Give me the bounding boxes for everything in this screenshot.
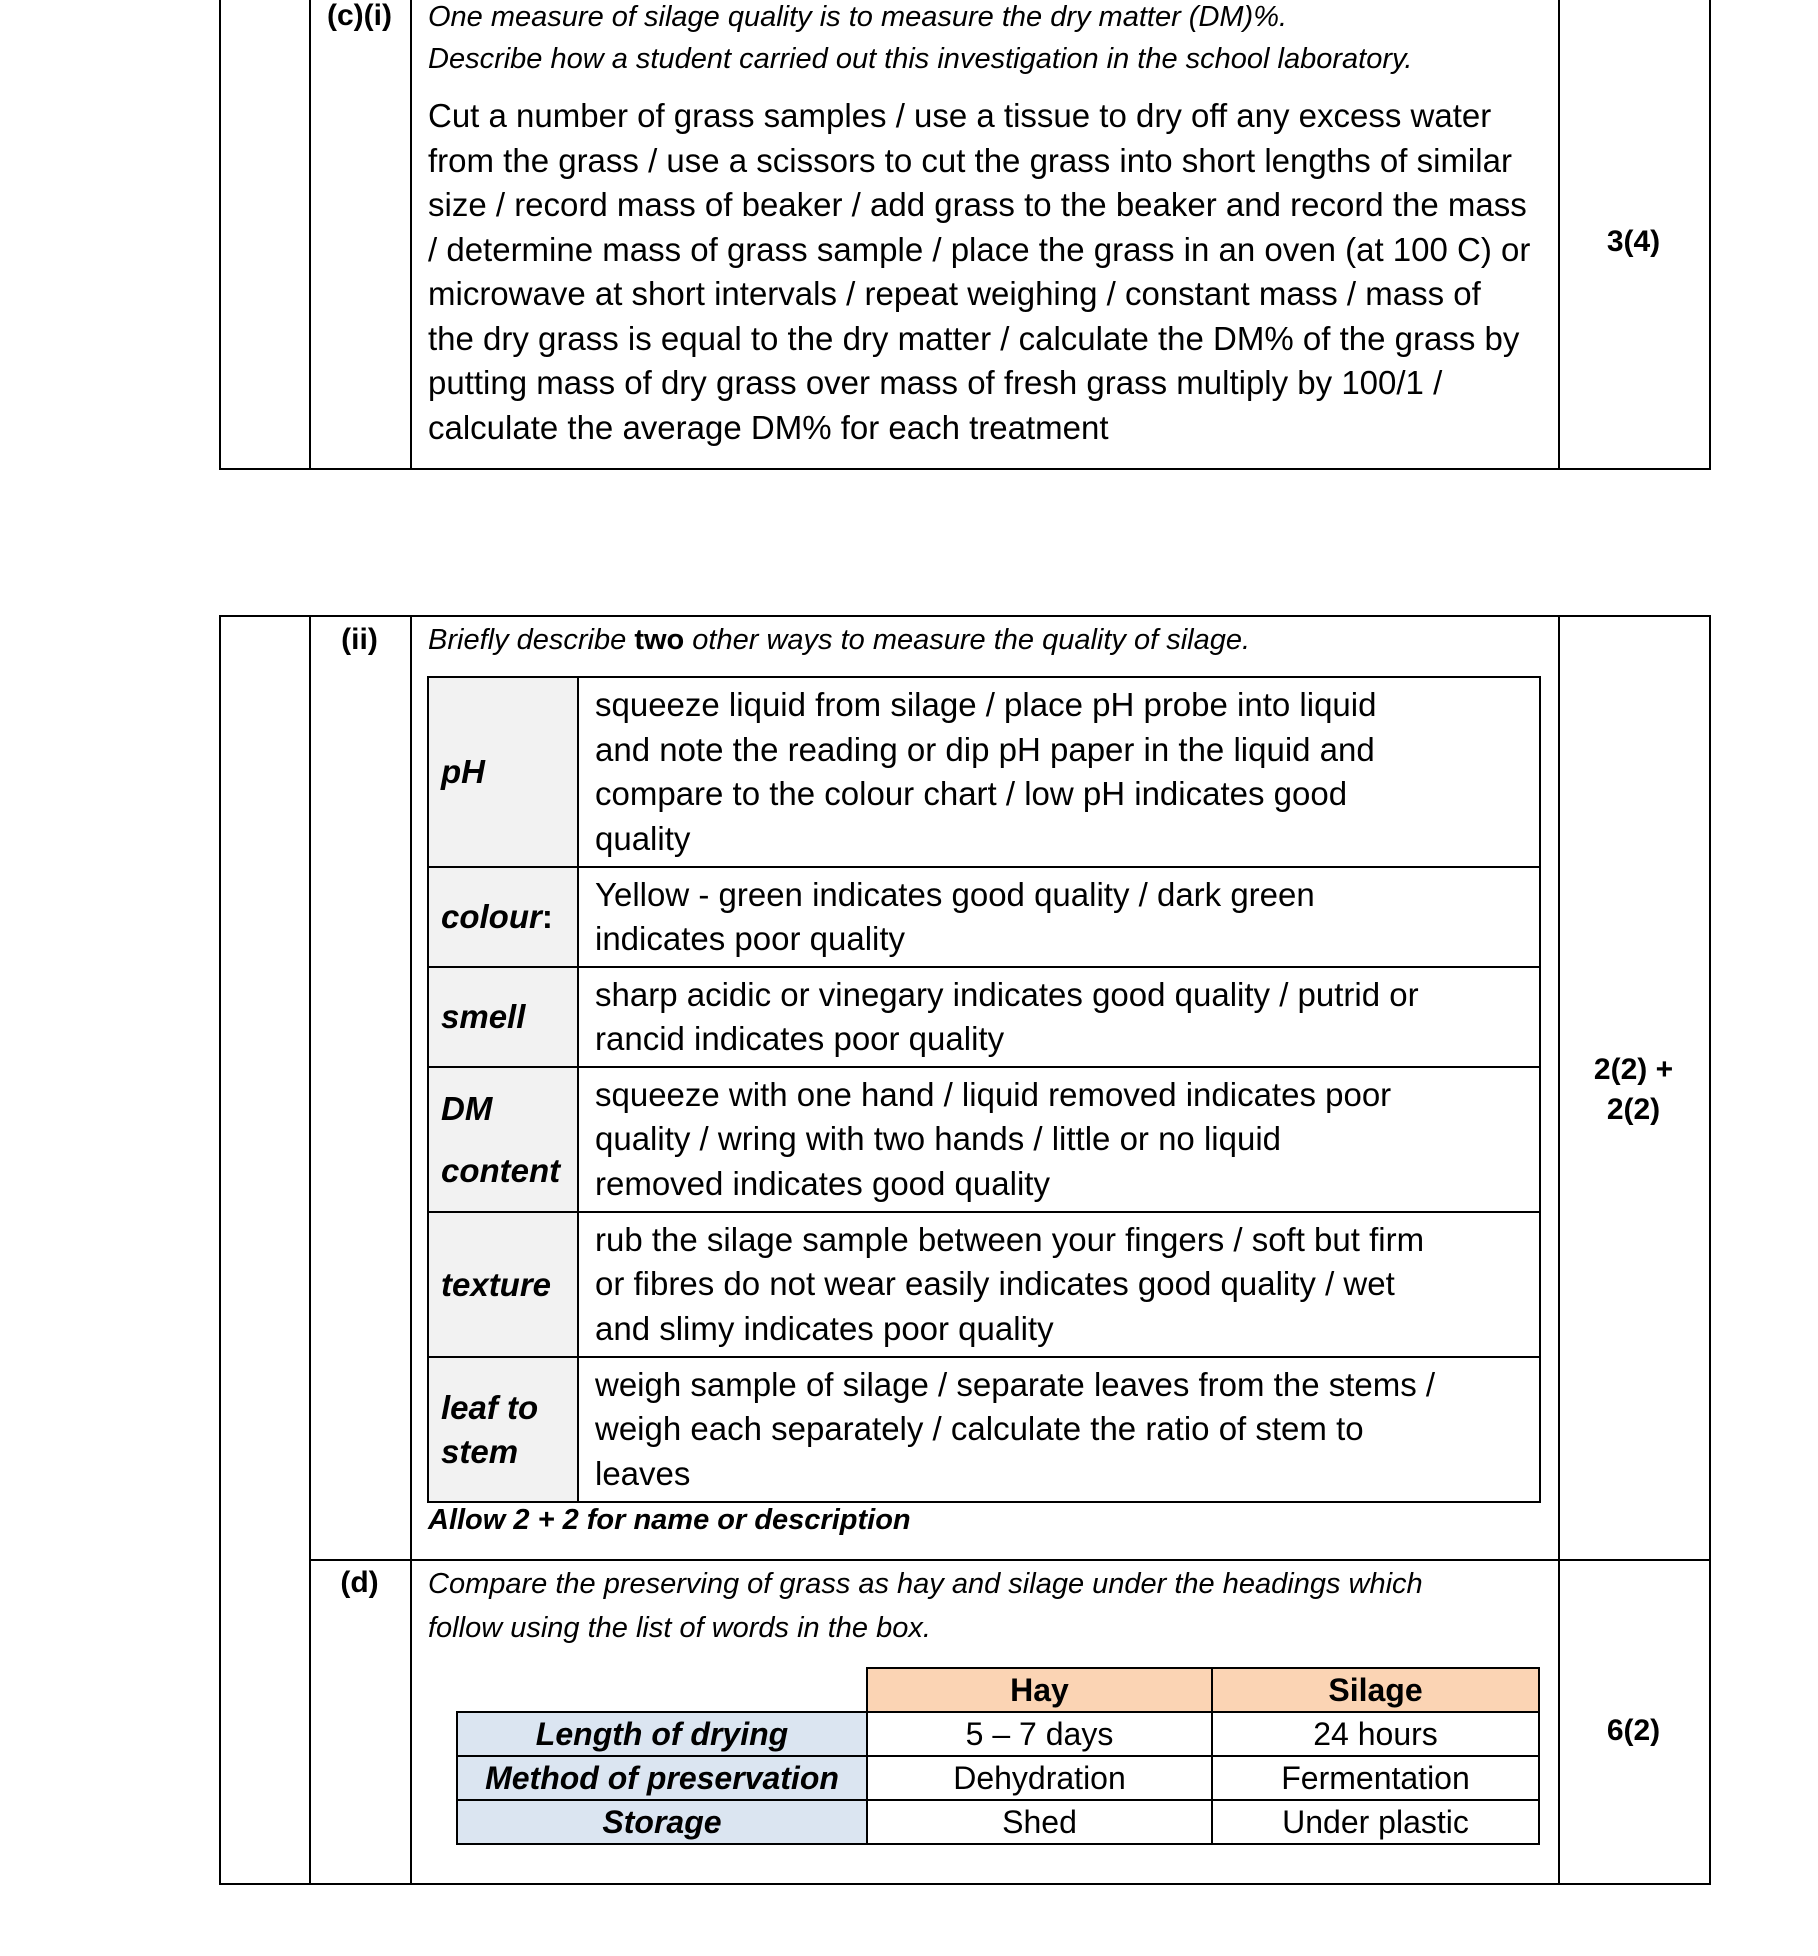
answer-line: Cut a number of grass samples / use a tissue to dry off any excess water: [428, 97, 1492, 134]
answer-line: microwave at short intervals / repeat weighing / constant mass / mass of: [428, 275, 1481, 312]
table-row: [428, 967, 1540, 1067]
table-row: [428, 1212, 1540, 1357]
column-divider: [410, 0, 412, 468]
table-cell: Shed: [867, 1800, 1212, 1844]
column-divider: [309, 0, 311, 468]
question-line: Describe how a student carried out this investigation in the school laboratory.: [428, 43, 1413, 75]
column-header-hay: Hay: [867, 1668, 1212, 1712]
answer-line: calculate the average DM% for each treatment: [428, 408, 1109, 446]
question-emphasis: two: [634, 624, 685, 656]
question-line: One measure of silage quality is to measure the dry matter (DM)%.: [428, 1, 1288, 33]
criterion-description: sharp acidic or vinegary indicates good quality / putrid or rancid indicates poor quality: [578, 967, 1540, 1067]
table-cell: 5 – 7 days: [867, 1712, 1212, 1756]
criterion-description: rub the silage sample between your fingers / soft but firm or fibres do not wear easily indicates good quality / wet and slimy indicates poor quality: [578, 1212, 1540, 1357]
criterion-label: colour:: [428, 867, 578, 967]
part-label-ii: (ii): [341, 623, 378, 656]
table-cell: Under plastic: [1212, 1800, 1539, 1844]
row-label: Length of drying: [457, 1712, 867, 1756]
table-row: [428, 1357, 1540, 1502]
table-row: [428, 677, 1540, 867]
table-cell: 24 hours: [1212, 1712, 1539, 1756]
criterion-label: pH: [428, 677, 578, 867]
answer-line: size / record mass of beaker / add grass to the beaker and record the mass: [428, 186, 1527, 223]
answer-line: from the grass / use a scissors to cut the grass into short lengths of similar: [428, 141, 1512, 179]
question-line: follow using the list of words in the box.: [428, 1612, 931, 1644]
row-divider: [309, 1559, 1709, 1561]
criterion-label: texture: [428, 1212, 578, 1357]
table-cell: Dehydration: [867, 1756, 1212, 1800]
table-row: [428, 1067, 1540, 1212]
row-label: Method of preservation: [457, 1756, 867, 1800]
answer-line: putting mass of dry grass over mass of fresh grass multiply by 100/1 /: [428, 364, 1443, 401]
answer-c-i: [428, 94, 1558, 450]
criterion-description: squeeze with one hand / liquid removed indicates poor quality / wring with two hands / little or no liquid removed indicates good quality: [578, 1067, 1540, 1212]
table-header-row: [457, 1668, 1539, 1712]
answer-line: the dry grass is equal to the dry matter / calculate the DM% of the grass by: [428, 319, 1520, 357]
column-divider: [1558, 617, 1560, 1883]
column-divider: [410, 617, 412, 1883]
criterion-description: Yellow - green indicates good quality / dark green indicates poor quality: [578, 867, 1540, 967]
question-ii: Briefly describe two other ways to measure the quality of silage.: [428, 624, 1251, 656]
marks-d: 6(2): [1606, 1714, 1661, 1747]
allow-note: Allow 2 + 2 for name or description: [428, 1504, 911, 1536]
marks-ii: 2(2) + 2(2): [1593, 1053, 1674, 1126]
table-row: [457, 1756, 1539, 1800]
table-row: [457, 1800, 1539, 1844]
column-header-silage: Silage: [1212, 1668, 1539, 1712]
criterion-description: weigh sample of silage / separate leaves from the stems / weigh each separately / calculate the ratio of stem to leaves: [578, 1357, 1540, 1502]
part-label-c-i: (c)(i): [327, 0, 392, 32]
marks-c-i: 3(4): [1606, 225, 1661, 258]
answer-line: / determine mass of grass sample / place the grass in an oven (at 100 C) or: [428, 230, 1531, 268]
criterion-label: DM content: [428, 1067, 578, 1212]
table-row: [428, 867, 1540, 967]
table-row: [457, 1712, 1539, 1756]
criterion-description: squeeze liquid from silage / place pH probe into liquid and note the reading or dip pH paper in the liquid and compare to the colour chart / low pH indicates good quality: [578, 677, 1540, 867]
criterion-label: leaf to stem: [428, 1357, 578, 1502]
hay-silage-comparison-table: [456, 1667, 1540, 1845]
row-label: Storage: [457, 1800, 867, 1844]
column-divider: [309, 617, 311, 1883]
criterion-label: smell: [428, 967, 578, 1067]
part-label-d: (d): [340, 1566, 379, 1599]
question-line: Compare the preserving of grass as hay and silage under the headings which: [428, 1568, 1423, 1600]
question-d: [428, 1562, 1548, 1650]
table-cell: Fermentation: [1212, 1756, 1539, 1800]
question-c-i: [428, 0, 1548, 80]
quality-criteria-table: [427, 676, 1541, 1503]
